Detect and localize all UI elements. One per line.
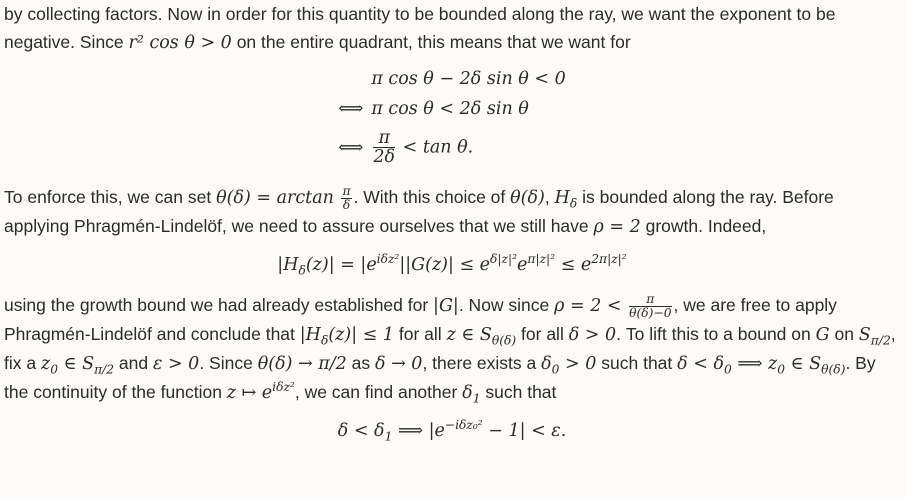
superscript: π|z|² <box>527 251 556 266</box>
align-row1-lhs <box>338 69 363 89</box>
inline-math: ρ = 2 <box>593 216 641 237</box>
math-symbol: H <box>554 187 570 208</box>
superscript: iδz² <box>376 251 400 266</box>
superscript: −iδz₀² <box>444 417 483 432</box>
fraction-numerator: π <box>629 293 671 307</box>
text-segment: , there exists a <box>422 352 542 373</box>
text-segment: growth. Indeed, <box>640 215 767 236</box>
math-segment: ⟹ |e <box>392 420 445 441</box>
text-segment: such that <box>596 352 678 373</box>
text-segment: . Now since <box>458 294 555 315</box>
math-symbol: δ < δ <box>677 353 725 374</box>
text-segment: such that <box>480 381 557 402</box>
math-symbol: z ↦ e <box>226 382 273 403</box>
inline-math <box>554 187 578 211</box>
math-symbol: ⟹ z <box>731 353 778 374</box>
math-symbol: z ∈ S <box>446 324 492 345</box>
inline-math <box>446 324 517 348</box>
text-segment: is bounded along the ray. Before applying Phragmén-Lindelöf, we need to assure ourselves that we still have <box>4 186 834 236</box>
subscript: π/2 <box>94 362 115 377</box>
display-equation-growth <box>4 251 900 278</box>
subscript: π/2 <box>870 333 891 348</box>
fraction-numerator: π <box>373 129 395 148</box>
inline-math <box>677 353 846 377</box>
inline-math <box>858 324 891 348</box>
inline-math <box>462 382 481 406</box>
inline-math: r² cos θ > 0 <box>128 33 232 53</box>
fraction-denominator: δ <box>342 197 351 212</box>
math-segment: (z)| = |e <box>305 254 377 275</box>
inline-math: θ(δ) = arctan <box>216 187 340 208</box>
text-segment: on <box>829 323 859 344</box>
math-symbol: ∈ S <box>58 353 95 374</box>
inline-math <box>299 324 395 348</box>
math-segment: ≤ e <box>555 254 592 275</box>
text-segment: To enforce this, we can set <box>4 186 217 207</box>
fraction-numerator: π <box>342 183 351 198</box>
text-segment: for all <box>394 323 447 344</box>
text-segment: , <box>544 186 555 207</box>
subscript: δ <box>569 196 578 211</box>
inline-math: δ → 0 <box>374 353 423 374</box>
align-row1-rhs: π cos θ − 2δ sin θ < 0 <box>371 69 566 89</box>
text-segment: . With this choice of <box>353 186 511 207</box>
subscript: 0 <box>50 362 58 377</box>
inline-math: ρ = 2 < <box>554 295 628 316</box>
paragraph-conclusion <box>4 291 900 407</box>
math-symbol: z <box>40 353 51 374</box>
text-segment: . Since <box>199 352 258 373</box>
paragraph-intro <box>4 0 900 57</box>
subscript: δ <box>320 333 329 348</box>
text-segment: using the growth bound we had already established for <box>4 294 434 315</box>
math-symbol: δ <box>541 353 552 374</box>
aligned-equations <box>4 69 900 167</box>
math-symbol: S <box>858 324 871 345</box>
subscript: 1 <box>472 391 481 406</box>
text-segment: , we are free to apply Phragmén-Lindelöf and conclude that <box>4 294 837 344</box>
text-segment: as <box>346 352 375 373</box>
align-row2-rhs: π cos θ < 2δ sin θ <box>371 99 529 119</box>
iff-symbol: ⟺ <box>338 137 364 158</box>
math-segment: |H <box>277 254 299 275</box>
paragraph-enforce <box>4 183 900 241</box>
fraction-denominator: 2δ <box>373 147 396 168</box>
text-segment: , we can find another <box>294 381 463 402</box>
subscript: 1 <box>384 429 393 444</box>
iff-symbol: ⟺ <box>338 99 364 119</box>
fraction <box>341 185 351 212</box>
align-row3-rhs <box>371 129 565 167</box>
fraction-denominator: θ(δ)−0 <box>629 305 672 320</box>
math-segment: ||G(z)| ≤ e <box>399 254 491 275</box>
subscript: 0 <box>551 362 560 377</box>
math-symbol: (z)| ≤ 1 <box>328 324 395 345</box>
text-segment: and <box>114 352 153 373</box>
inline-math: |G| <box>433 295 459 316</box>
inline-math: G <box>815 324 830 345</box>
superscript: 2π|z|² <box>591 251 627 266</box>
inline-math: δ > 0 <box>568 324 617 345</box>
inline-math: ε > 0 <box>153 353 200 374</box>
text-segment: on the entire quadrant, this means that we want for <box>231 32 631 52</box>
inline-math <box>40 353 115 377</box>
superscript: iδz² <box>272 379 295 394</box>
inline-math: θ(δ) <box>510 187 545 208</box>
text-segment: . To lift this to a bound on <box>616 323 816 344</box>
inline-math: θ(δ) → π/2 <box>257 353 347 374</box>
text-segment: , fix a <box>4 323 896 373</box>
math-symbol: ∈ S <box>785 353 822 374</box>
math-segment: − 1| < ε. <box>482 420 567 441</box>
math-symbol: |H <box>299 324 321 345</box>
math-segment: e <box>517 254 528 275</box>
text-segment: . By the continuity of the function <box>4 352 876 402</box>
inline-math <box>226 379 295 403</box>
subscript: 0 <box>777 362 786 377</box>
fraction <box>629 293 671 320</box>
subscript: θ(δ) <box>491 333 517 348</box>
subscript: δ <box>298 263 306 278</box>
math-symbol: > 0 <box>559 353 597 374</box>
subscript: 0 <box>724 362 732 377</box>
subscript: θ(δ) <box>821 362 846 377</box>
math-symbol: δ <box>462 382 473 403</box>
math-segment: < tan θ. <box>402 137 474 158</box>
display-equation-continuity <box>4 417 900 444</box>
superscript: δ|z|² <box>490 251 518 266</box>
fraction <box>373 129 395 167</box>
inline-math <box>541 353 597 377</box>
text-segment: for all <box>516 323 569 344</box>
math-segment: δ < δ <box>337 420 385 441</box>
text-segment: by collecting factors. Now in order for this quantity to be bounded along the ray, we want the exponent to be negative. Since <box>4 4 836 52</box>
